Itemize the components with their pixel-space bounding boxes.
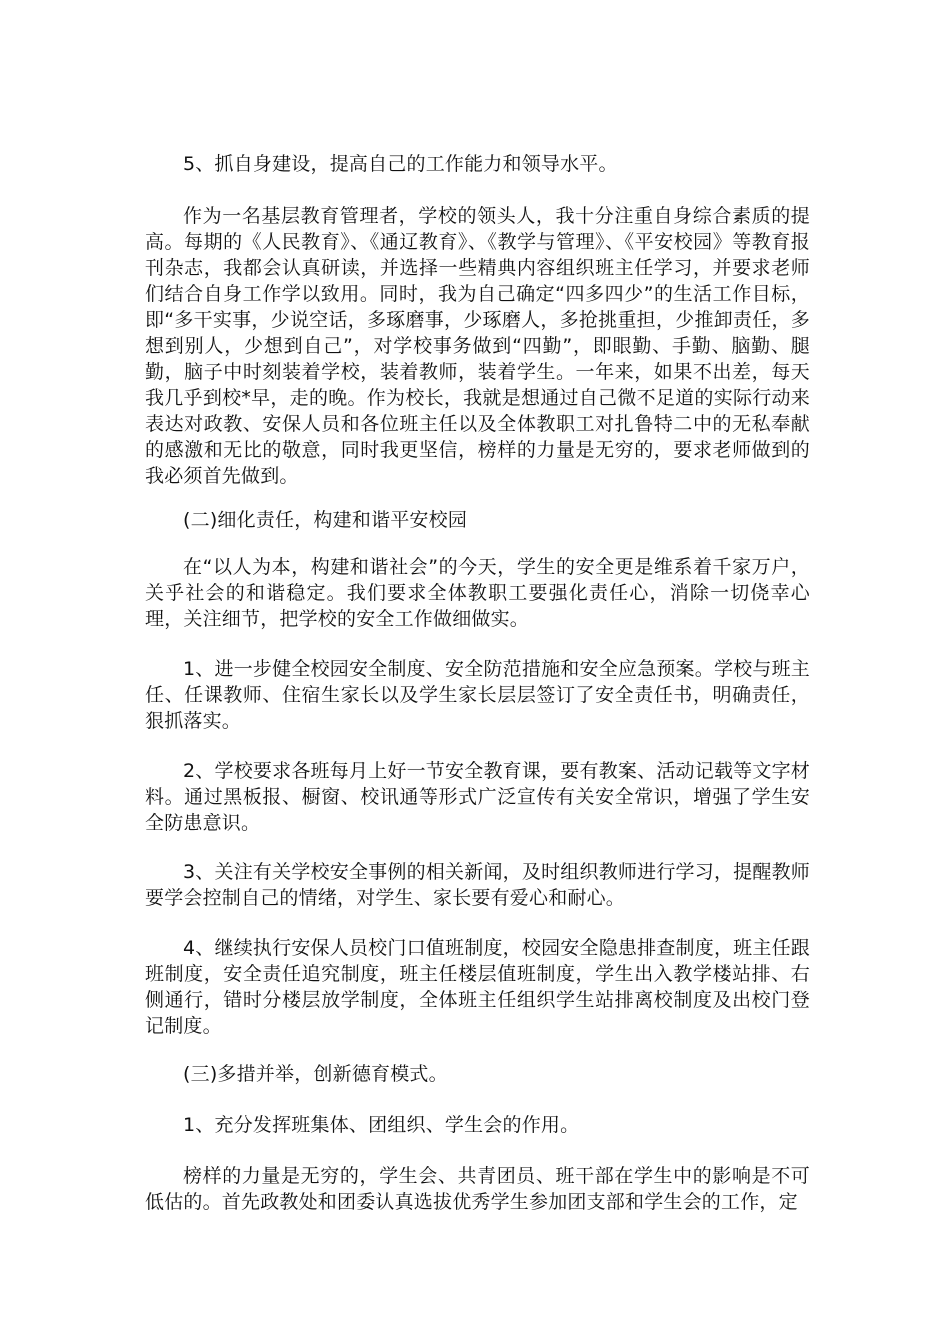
paragraph-moral-item-1: 1、充分发挥班集体、团组织、学生会的作用。 [183, 1114, 580, 1136]
paragraph-safety-item-1: 1、进一步健全校园安全制度、安全防范措施和安全应急预案。学校与班主任、任课教师、住宿生家长以及学生家长层层签订了安全责任书，明确责任，狠抓落实。 [145, 658, 810, 732]
paragraph-safety-item-4: 4、继续执行安保人员校门口值班制度，校园安全隐患排查制度，班主任跟班制度，安全责任追究制度，班主任楼层值班制度，学生出入教学楼站排、右侧通行，错时分楼层放学制度，全体班主任组织学生站排离校制度及出校门登记制度。 [145, 937, 810, 1037]
paragraph-heading-self-building: 5、抓自身建设，提高自己的工作能力和领导水平。 [183, 153, 618, 175]
paragraph-safety-item-3: 3、关注有关学校安全事例的相关新闻，及时组织教师进行学习，提醒教师要学会控制自己的情绪，对学生、家长要有爱心和耐心。 [145, 861, 810, 909]
paragraph-safety-intro: 在“以人为本，构建和谐社会”的今天，学生的安全更是维系着千家万户，关乎社会的和谐稳定。我们要求全体教职工要强化责任心，消除一切侥幸心理，关注细节，把学校的安全工作做细做实。 [145, 556, 810, 630]
paragraph-heading-safety-campus: (二)细化责任，构建和谐平安校园 [183, 509, 468, 531]
paragraph-role-models: 榜样的力量是无穷的，学生会、共青团员、班干部在学生中的影响是不可低估的。首先政教处和团委认真选拔优秀学生参加团支部和学生会的工作，定 [145, 1165, 810, 1213]
paragraph-heading-moral-education: (三)多措并举，创新德育模式。 [183, 1063, 448, 1085]
paragraph-safety-item-2: 2、学校要求各班每月上好一节安全教育课，要有教案、活动记载等文字材料。通过黑板报、橱窗、校讯通等形式广泛宣传有关安全常识，增强了学生安全防患意识。 [145, 760, 810, 834]
paragraph-self-quality: 作为一名基层教育管理者，学校的领头人，我十分注重自身综合素质的提高。每期的《人民教育》、《通辽教育》、《教学与管理》、《平安校园》等教育报刊杂志，我都会认真研读，并选择一些精典内容组织班主任学习，并要求老师们结合自身工作学以致用。同时，我为自己确定“四多四少”的生活工作目标，即“多干实事，少说空话，多琢磨事，少琢磨人，多抢挑重担，少推卸责任，多想到别人，少想到自己”，对学校事务做到“四勤”，即眼勤、手勤、脑勤、腿勤，脑子中时刻装着学校，装着教师，装着学生。一年来，如果不出差，每天我几乎到校*早，走的晚。作为校长，我就是想通过自己微不足道的实际行动来表达对政教、安保人员和各位班主任以及全体教职工对扎鲁特二中的无私奉献的感激和无比的敬意，同时我更坚信，榜样的力量是无穷的，要求老师做到的我必须首先做到。 [145, 205, 810, 487]
